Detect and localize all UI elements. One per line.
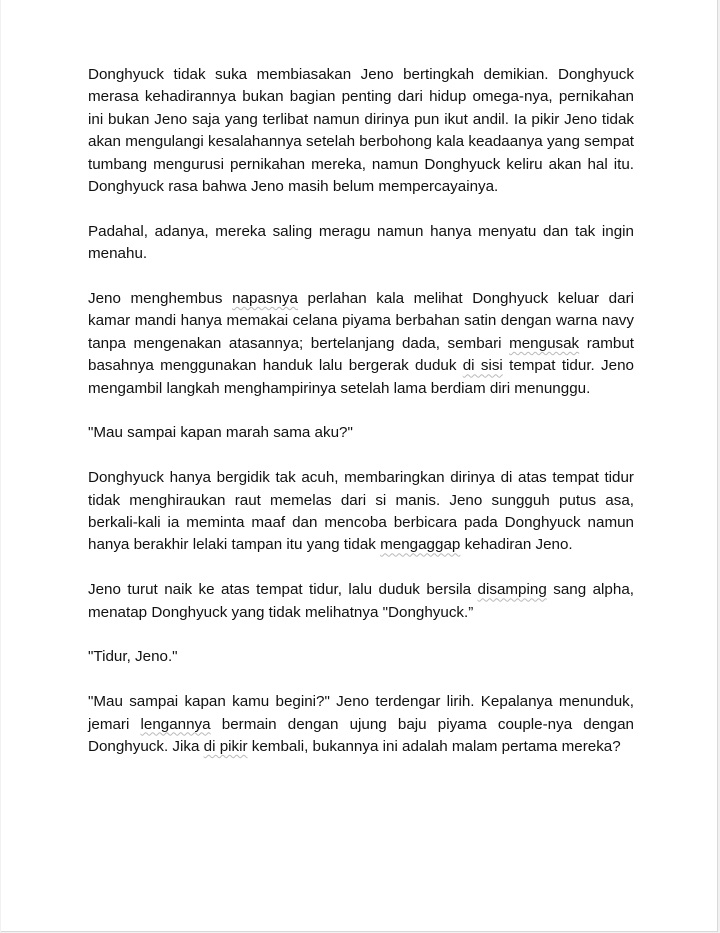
paragraph-text: Padahal, adanya, mereka saling meragu namun hanya menyatu dan tak ingin menahu.	[88, 222, 634, 263]
paragraph	[88, 64, 634, 198]
spellcheck-flagged-word[interactable]: mengusak	[509, 334, 580, 352]
paragraph	[88, 221, 634, 266]
paragraph-text: kehadiran Jeno.	[460, 536, 573, 554]
spellcheck-flagged-word[interactable]: mengaggap	[380, 536, 461, 554]
paragraph-text: Jeno menghembus	[88, 290, 233, 308]
paragraph-text: bermain dengan ujung baju piyama couple-nya dengan Donghyuck. Jika	[88, 715, 634, 756]
paragraph-text: perlahan kala melihat Donghyuck keluar dari kamar mandi hanya memakai celana piyama berbahan satin dengan warna navy tanpa mengenakan atasannya; bertelanjang dada, sembari	[88, 290, 635, 352]
paragraph	[88, 646, 634, 668]
paragraph-text: Donghyuck hanya bergidik tak acuh, membaringkan dirinya di atas tempat tidur tidak menghiraukan raut memelas dari si manis. Jeno sungguh putus asa, berkali-kali ia meminta maaf dan mencoba berbicara pada Donghyuck namun hanya berakhir lelaki tampan itu yang tidak	[88, 469, 634, 554]
spellcheck-flagged-word[interactable]: napasnya	[232, 290, 298, 308]
paragraph	[88, 467, 634, 557]
paragraph-text: tempat tidur. Jeno mengambil langkah menghampirinya setelah lama berdiam diri menunggu.	[88, 357, 634, 397]
paragraph-text: "Mau sampai kapan kamu begini?" Jeno terdengar lirih. Kepalanya menunduk, jemari	[88, 693, 634, 733]
paragraph-text: kembali, bukannya ini adalah malam pertama mereka?	[247, 738, 621, 756]
paragraph-text: sang alpha, menatap Donghyuck yang tidak melihatnya "Donghyuck.”	[88, 581, 634, 621]
spellcheck-flagged-word[interactable]: disamping	[477, 581, 547, 599]
paragraph-text: "Tidur, Jeno."	[88, 648, 178, 666]
spellcheck-flagged-word[interactable]: lengannya	[140, 715, 211, 733]
document-body[interactable]	[88, 64, 634, 781]
spellcheck-flagged-word[interactable]: di pikir	[203, 738, 248, 756]
spellcheck-flagged-word[interactable]: di sisi	[462, 357, 503, 375]
paragraph-text: Donghyuck tidak suka membiasakan Jeno bertingkah demikian. Donghyuck merasa kehadirannya bukan bagian penting dari hidup omega-nya, pernikahan ini bukan Jeno saja yang terlibat namun dirinya pun ikut andil. Ia pikir Jeno tidak akan mengulangi kesalahannya setelah berbohong kala keadaanya yang sempat tumbang mengurusi pernikahan mereka, namun Donghyuck keliru akan hal itu. Donghyuck rasa bahwa Jeno masih belum mempercayainya.	[88, 66, 634, 196]
paragraph	[88, 288, 634, 400]
paragraph	[88, 691, 634, 758]
paragraph-text: Jeno turut naik ke atas tempat tidur, lalu duduk bersila	[88, 581, 478, 599]
paragraph	[88, 579, 634, 624]
paragraph	[88, 422, 634, 444]
paragraph-text: "Mau sampai kapan marah sama aku?"	[88, 424, 353, 442]
document-page	[1, 0, 718, 932]
paragraph-text: rambut basahnya menggunakan handuk lalu bergerak duduk	[88, 334, 634, 375]
